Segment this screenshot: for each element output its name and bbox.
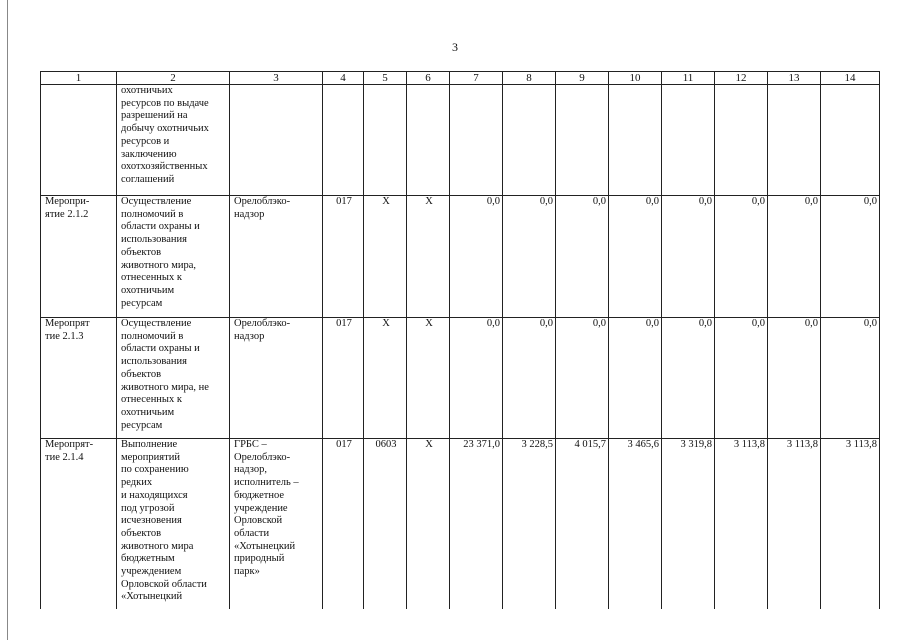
- grbs-code-cell: 017: [323, 439, 364, 610]
- value-cell: 3 113,8: [715, 439, 768, 610]
- table-row: [41, 439, 880, 610]
- activity-name-cell: охотничьих ресурсов по выдаче разрешений на добычу охотничьих ресурсов и заключению охотхозяйственных соглашений: [117, 85, 230, 196]
- executor-cell: Орелоблэко- надзор: [230, 318, 323, 439]
- value-cell: 4 015,7: [556, 439, 609, 610]
- value-cell: 0,0: [450, 196, 503, 318]
- target-code-cell: X: [407, 439, 450, 610]
- value-cell: 0,0: [503, 196, 556, 318]
- activity-name-cell: Осуществление полномочий в области охраны и использования объектов животного мира, не отнесенных к охотничьим ресурсам: [117, 318, 230, 439]
- section-code-cell: 0603: [364, 439, 407, 610]
- activity-name-cell: Выполнение мероприятий по сохранению редких и находящихся под угрозой исчезновения объектов животного мира бюджетным учреждением Орловской области «Хотынецкий: [117, 439, 230, 610]
- value-cell: 0,0: [662, 318, 715, 439]
- header-cell: 5: [364, 72, 407, 85]
- activity-code-cell: Меропри- ятие 2.1.2: [41, 196, 117, 318]
- activity-code-cell: [41, 85, 117, 196]
- header-cell: 14: [821, 72, 880, 85]
- value-cell: 0,0: [768, 318, 821, 439]
- section-code-cell: X: [364, 196, 407, 318]
- target-code-cell: X: [407, 196, 450, 318]
- value-cell: [609, 85, 662, 196]
- grbs-code-cell: [323, 85, 364, 196]
- table-row: [41, 196, 880, 318]
- executor-cell: [230, 85, 323, 196]
- value-cell: [715, 85, 768, 196]
- header-cell: 10: [609, 72, 662, 85]
- target-code-cell: X: [407, 318, 450, 439]
- activity-code-cell: Меропрят тие 2.1.3: [41, 318, 117, 439]
- value-cell: 0,0: [450, 318, 503, 439]
- value-cell: 0,0: [715, 196, 768, 318]
- value-cell: [556, 85, 609, 196]
- header-cell: 2: [117, 72, 230, 85]
- value-cell: [768, 85, 821, 196]
- page-number: 3: [452, 40, 458, 54]
- header-cell: 11: [662, 72, 715, 85]
- header-cell: 8: [503, 72, 556, 85]
- value-cell: 0,0: [609, 318, 662, 439]
- value-cell: [662, 85, 715, 196]
- table-row: [41, 85, 880, 196]
- value-cell: 3 319,8: [662, 439, 715, 610]
- header-cell: 3: [230, 72, 323, 85]
- value-cell: 23 371,0: [450, 439, 503, 610]
- value-cell: [503, 85, 556, 196]
- executor-cell: ГРБС – Орелоблэко- надзор, исполнитель – бюджетное учреждение Орловской области «Хотынецкий природный парк»: [230, 439, 323, 610]
- header-cell: 1: [41, 72, 117, 85]
- header-row: [41, 72, 880, 85]
- value-cell: [450, 85, 503, 196]
- table-row: [41, 318, 880, 439]
- value-cell: 0,0: [556, 196, 609, 318]
- section-code-cell: X: [364, 318, 407, 439]
- activity-name-cell: Осуществление полномочий в области охраны и использования объектов животного мира, отнесенных к охотничьим ресурсам: [117, 196, 230, 318]
- header-cell: 6: [407, 72, 450, 85]
- value-cell: 0,0: [609, 196, 662, 318]
- header-cell: 4: [323, 72, 364, 85]
- grbs-code-cell: 017: [323, 318, 364, 439]
- page-left-edge: [7, 0, 8, 640]
- value-cell: 3 113,8: [768, 439, 821, 610]
- section-code-cell: [364, 85, 407, 196]
- value-cell: 0,0: [821, 318, 880, 439]
- value-cell: 0,0: [715, 318, 768, 439]
- value-cell: 0,0: [662, 196, 715, 318]
- header-cell: 7: [450, 72, 503, 85]
- header-cell: 13: [768, 72, 821, 85]
- value-cell: 0,0: [768, 196, 821, 318]
- value-cell: 3 228,5: [503, 439, 556, 610]
- grbs-code-cell: 017: [323, 196, 364, 318]
- header-cell: 12: [715, 72, 768, 85]
- value-cell: [821, 85, 880, 196]
- activity-code-cell: Меропрят- тие 2.1.4: [41, 439, 117, 610]
- value-cell: 3 113,8: [821, 439, 880, 610]
- header-cell: 9: [556, 72, 609, 85]
- value-cell: 0,0: [821, 196, 880, 318]
- value-cell: 0,0: [503, 318, 556, 439]
- value-cell: 3 465,6: [609, 439, 662, 610]
- executor-cell: Орелоблэко- надзор: [230, 196, 323, 318]
- target-code-cell: [407, 85, 450, 196]
- program-table: [40, 71, 880, 609]
- value-cell: 0,0: [556, 318, 609, 439]
